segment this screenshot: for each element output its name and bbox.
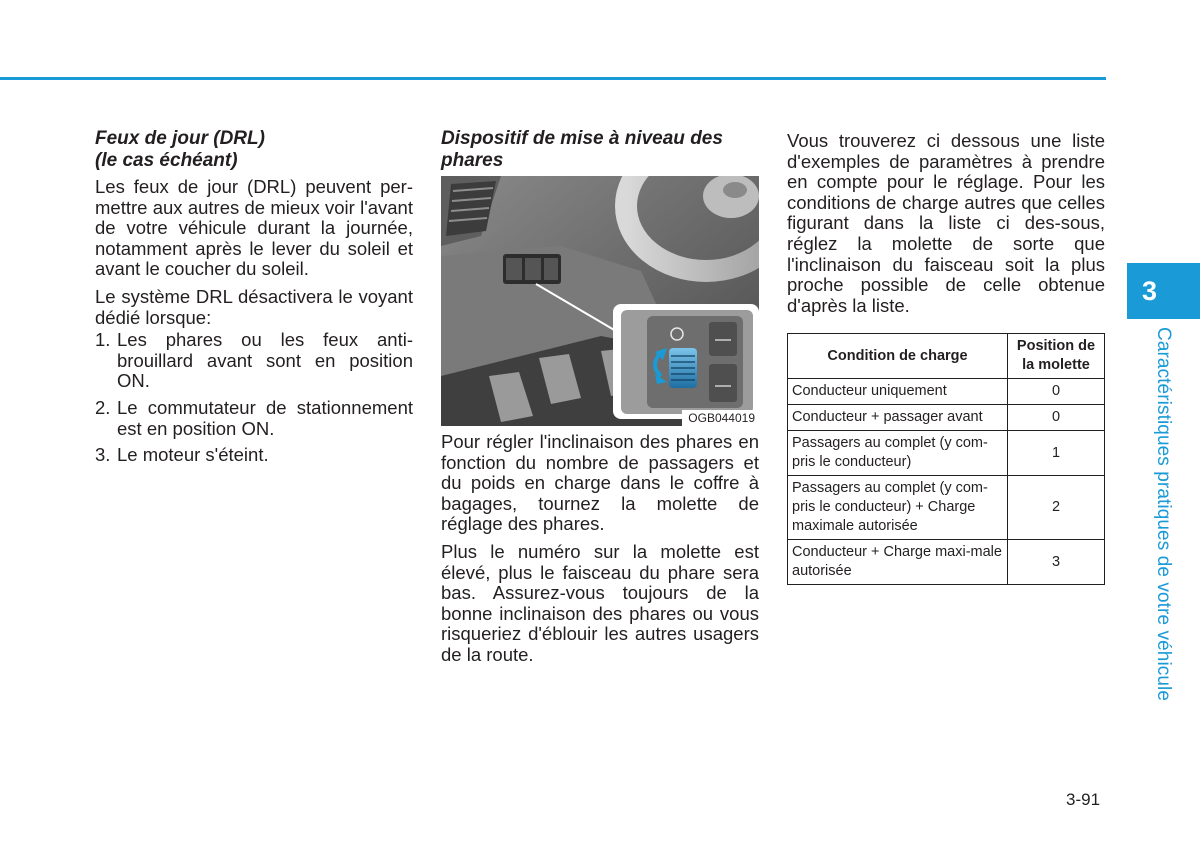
- column-leveling: [441, 128, 759, 666]
- drl-paragraph-2: Le système DRL désactivera le voyant dédié lorsque:: [95, 285, 413, 328]
- header-position: Position de la molette: [1008, 334, 1105, 379]
- chapter-number: 3: [1141, 276, 1158, 306]
- list-item: 2. Le commutateur de stationnement est en position ON.: [95, 396, 413, 439]
- column-load-table: [787, 131, 1105, 585]
- list-item: 3. Le moteur s'éteint.: [95, 444, 269, 466]
- table-row: Conducteur + Charge maxi-male autorisée 3: [788, 540, 1105, 585]
- load-intro: Vous trouverez ci dessous une liste d'exemples de paramètres à prendre en compte pour le réglage. Pour les conditions de charge autres que celles figurant dans la liste ci des-sous, réglez la molette de sorte que l'inclinaison du faisceau soit la plus proche possible de celle obtenue d'après la liste.: [787, 130, 1105, 316]
- header-condition: Condition de charge: [788, 334, 1008, 379]
- table-header-row: [788, 334, 1105, 379]
- column-drl: [95, 128, 413, 466]
- page-number: 3-91: [1066, 790, 1101, 809]
- list-item: 1. Les phares ou les feux anti-brouillard avant sont en position ON.: [95, 329, 413, 392]
- table-row: Passagers au complet (y com-pris le conducteur) + Charge maximale autorisée 2: [788, 476, 1105, 540]
- leveling-paragraph-2: Plus le numéro sur la molette est élevé, plus le faisceau du phare sera bas. Assurez-vous toujours de la bonne inclinaison des phares ou vous risqueriez d'éblouir les autres usagers de la route.: [441, 540, 759, 665]
- load-condition-table: [787, 333, 1105, 585]
- table-row: Passagers au complet (y com-pris le conducteur) 1: [788, 431, 1105, 476]
- dashboard-illustration: [441, 176, 759, 426]
- chapter-title: Caractéristiques pratiques de votre véhicule: [1153, 327, 1174, 702]
- leveling-paragraph-1: Pour régler l'inclinaison des phares en fonction du nombre de passagers et du poids en charge dans le coffre à bagages, tournez la molette de réglage des phares.: [441, 431, 759, 535]
- header-rule: [0, 77, 1106, 80]
- table-row: Conducteur uniquement 0: [788, 379, 1105, 405]
- figure-code: OGB044019: [682, 410, 759, 426]
- chapter-tab: [1127, 263, 1200, 319]
- leveling-heading: Dispositif de mise à niveau des phares: [441, 128, 723, 171]
- dashboard-drawing: [441, 176, 759, 426]
- table-row: Conducteur + passager avant 0: [788, 405, 1105, 431]
- drl-paragraph-1: Les feux de jour (DRL) peuvent per-mettre aux autres de mieux voir l'avant de votre véhicule durant la journée, notamment après le lever du soleil et avant le coucher du soleil.: [95, 176, 413, 280]
- drl-conditions-list: [95, 330, 413, 466]
- drl-heading: Feux de jour (DRL) (le cas échéant): [95, 128, 265, 171]
